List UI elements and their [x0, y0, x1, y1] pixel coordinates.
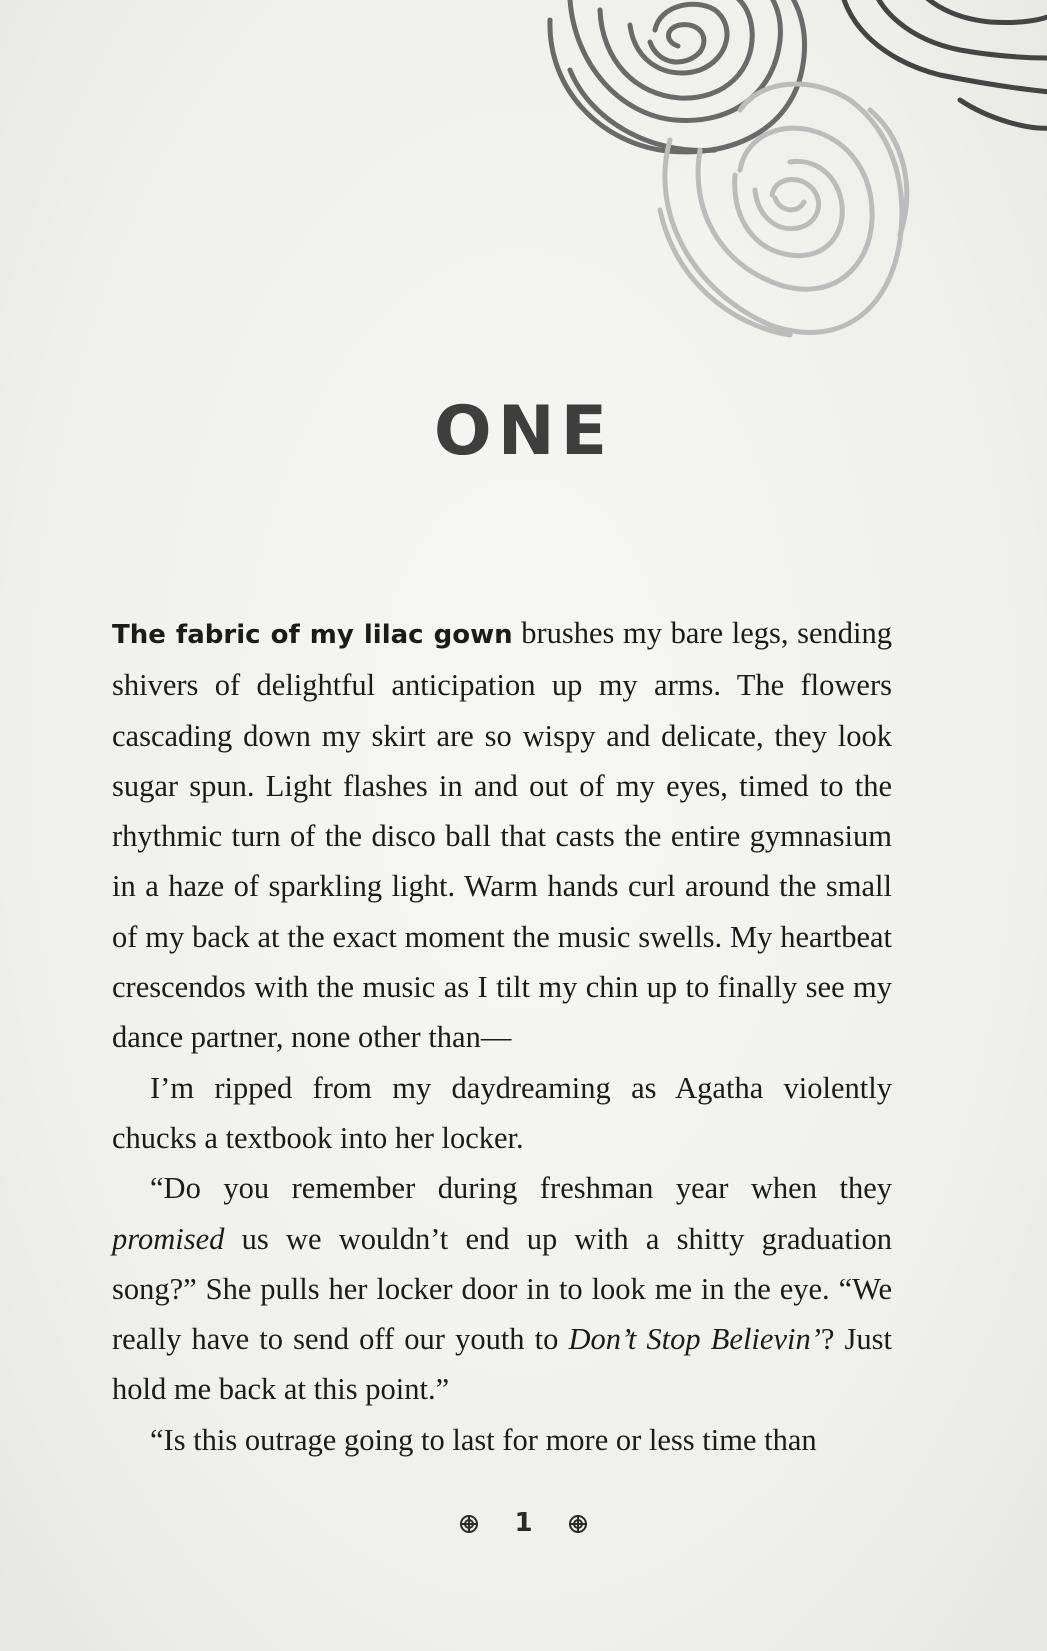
rose-illustration [540, 0, 1047, 380]
page-footer [0, 1508, 1047, 1538]
paragraph-text: ? Just hold me back at this point.” [112, 1322, 892, 1407]
song-title-text: Don’t Stop Believin’ [568, 1322, 821, 1357]
rose-dark-left [550, 0, 805, 152]
paragraph-text: “Is this outrage going to last for more or less time than [150, 1422, 817, 1457]
paragraph-1 [112, 608, 892, 1063]
flower-ornament-icon [458, 1513, 480, 1535]
paragraph-3 [112, 1163, 892, 1414]
chapter-title: ONE [433, 392, 614, 471]
chapter-body [112, 608, 892, 1465]
paragraph-4 [112, 1415, 892, 1465]
paragraph-2 [112, 1063, 892, 1164]
page-number: 1 [514, 1508, 533, 1538]
flower-ornament-icon [567, 1513, 589, 1535]
paragraph-text: “Do you remember during freshman year when they [150, 1171, 892, 1206]
paragraph-text: us we wouldn’t end up with a shitty graduation song?” She pulls her locker door in to look me in the eye. “We really have to send off our youth to [112, 1221, 892, 1357]
emphasis-text: promised [112, 1221, 225, 1256]
lead-in-text: The fabric of my lilac gown [112, 620, 513, 650]
paragraph-text: I’m ripped from my daydreaming as Agatha violently chucks a textbook into her locker. [112, 1070, 892, 1155]
paragraph-text: brushes my bare legs, sending shivers of delightful anticipation up my arms. The flowers cascading down my skirt are so wispy and delicate, they look sugar spun. Light flashes in and out of my eyes, timed to the rhythmic turn of the disco ball that casts the entire gymnasium in a haze of sparkling light. Warm hands curl around the small of my back at the exact moment the music swells. My heartbeat crescendos with the music as I tilt my chin up to finally see my dance partner, none other than— [112, 616, 892, 1055]
